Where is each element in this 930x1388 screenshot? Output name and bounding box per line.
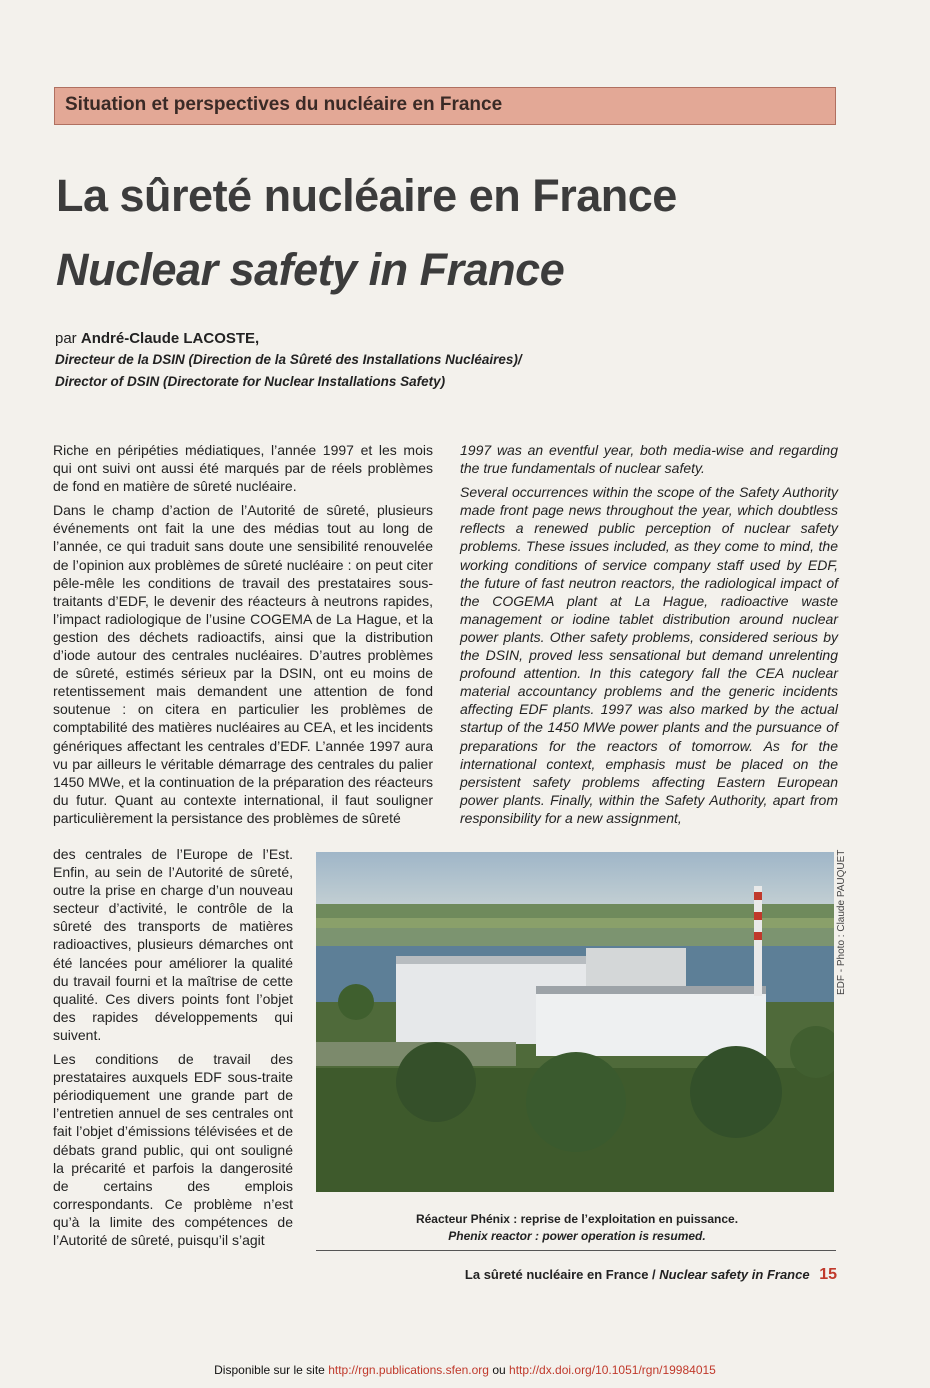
availability-prefix: Disponible sur le site — [214, 1363, 325, 1377]
footer-title-english: Nuclear safety in France — [659, 1267, 810, 1282]
reactor-photo-illustration — [316, 852, 834, 1192]
paragraph: Les conditions de travail des prestataires auxquels EDF sous-traite périodiquement une grande part de l’entretien annuel de ses centrales ont fait l’objet d’émissions télévisées et de débats grand public, qui ont souligné la précarité et parfois la dangerosité de certains des emplois correspondants. Ce problème n’est qu’à la limite des compétences de l’Autorité de sûreté, puisqu’il s’agit — [53, 1051, 293, 1248]
photo-caption — [316, 1212, 838, 1243]
photo-credit: EDF - Photo : Claude PAUQUET — [836, 849, 847, 995]
french-column-continued — [53, 845, 293, 1255]
byline — [55, 330, 259, 347]
link-doi[interactable]: http://dx.doi.org/10.1051/rgn/19984015 — [509, 1363, 716, 1377]
english-column — [460, 441, 838, 833]
paragraph: 1997 was an eventful year, both media-wise and regarding the true fundamentals of nuclear safety. — [460, 442, 838, 477]
author-role-french: Directeur de la DSIN (Direction de la Sûreté des Installations Nucléaires)/ — [55, 352, 522, 367]
footer-divider — [316, 1250, 836, 1251]
section-banner — [54, 87, 836, 125]
caption-french: Réacteur Phénix : reprise de l’exploitation en puissance. — [415, 1212, 739, 1226]
title-english: Nuclear safety in France — [56, 244, 565, 295]
paragraph: des centrales de l’Europe de l’Est. Enfin, au sein de l’Autorité de sûreté, outre la prise en charge d’un nouveau secteur d’activité, le contrôle de la sûreté des transports de matières radioactives, plusieurs démarches ont été lancées pour améliorer la qualité du travail fourni et la maîtrise de cette qualité. Ces divers points font l’objet des rapides développements qui suivent. — [53, 846, 293, 1043]
availability-notice — [0, 1363, 930, 1377]
caption-english: Phenix reactor : power operation is resumed. — [448, 1229, 706, 1243]
link-rgn-publications[interactable]: http://rgn.publications.sfen.org — [328, 1363, 489, 1377]
availability-or: ou — [492, 1363, 506, 1377]
author-role-english: Director of DSIN (Directorate for Nuclear Installations Safety) — [55, 374, 446, 389]
title-french: La sûreté nucléaire en France — [56, 170, 677, 221]
byline-par: par — [55, 330, 77, 347]
french-column — [53, 441, 433, 833]
banner-text: Situation et perspectives du nucléaire en France — [65, 94, 503, 115]
paragraph: Riche en péripéties médiatiques, l’année 1997 et les mois qui ont suivi ont aussi été marqués par de réels problèmes de fond en matière de sûreté nucléaire. — [53, 442, 433, 495]
reactor-photo — [316, 852, 834, 1192]
paragraph: Several occurrences within the scope of the Safety Authority made front page news throughout the year, which doubtless reflects a renewed public perception of nuclear safety problems. These issues included, as they come to mind, the working conditions of service company staff used by EDF, the future of fast neutron reactors, the radiological impact of the COGEMA plant at La Hague, radioactive waste management or iodine tablet distribution around nuclear power plants. Other safety problems, considered serious by the DSIN, proved less sensational but demand unrelenting profound attention. In this category fall the CEA nuclear material accountancy problems and the generic incidents affecting EDF plants. 1997 was also marked by the actual startup of the 1450 MWe power plants and the pursuance of preparations for the reactors of tomorrow. As for the international context, emphasis must be placed on the persistent safety problems affecting Eastern European power plants. Finally, within the Safety Authority, apart from responsibility for a new assignment, — [460, 484, 838, 826]
footer-title-french: La sûreté nucléaire en France / — [464, 1267, 656, 1282]
paragraph: Dans le champ d’action de l’Autorité de sûreté, plusieurs événements ont fait la une des médias tout au long de l’année, ce qui traduit sans doute une sensibilité renouvelée de l’opinion aux problèmes de sûreté nucléaire : on peut citer pêle-mêle les conditions de travail des prestataires sous-traitants d’EDF, le devenir des réacteurs à neutrons rapides, l’impact radiologique de l’usine COGEMA de La Hague, et la gestion des déchets radioactifs, ainsi que la distribution d’iode autour des centrales nucléaires. D’autres problèmes de sûreté, estimés sérieux par la DSIN, ont eu moins de retentissement mais demandent une attention de fond soutenue : on citera en particulier les problèmes de comptabilité des matières nucléaires au CEA, et les incidents génériques affectant les centrales d’EDF. L’année 1997 aura vu par ailleurs le véritable démarrage des centrales du palier 1450 MWe, et la continuation de la préparation des réacteurs du futur. Quant au contexte international, il faut souligner particulièrement la persistance des problèmes de sûreté — [53, 502, 433, 826]
page-number: 15 — [819, 1266, 837, 1283]
running-footer — [465, 1266, 837, 1284]
author-name: André-Claude LACOSTE, — [80, 330, 260, 347]
